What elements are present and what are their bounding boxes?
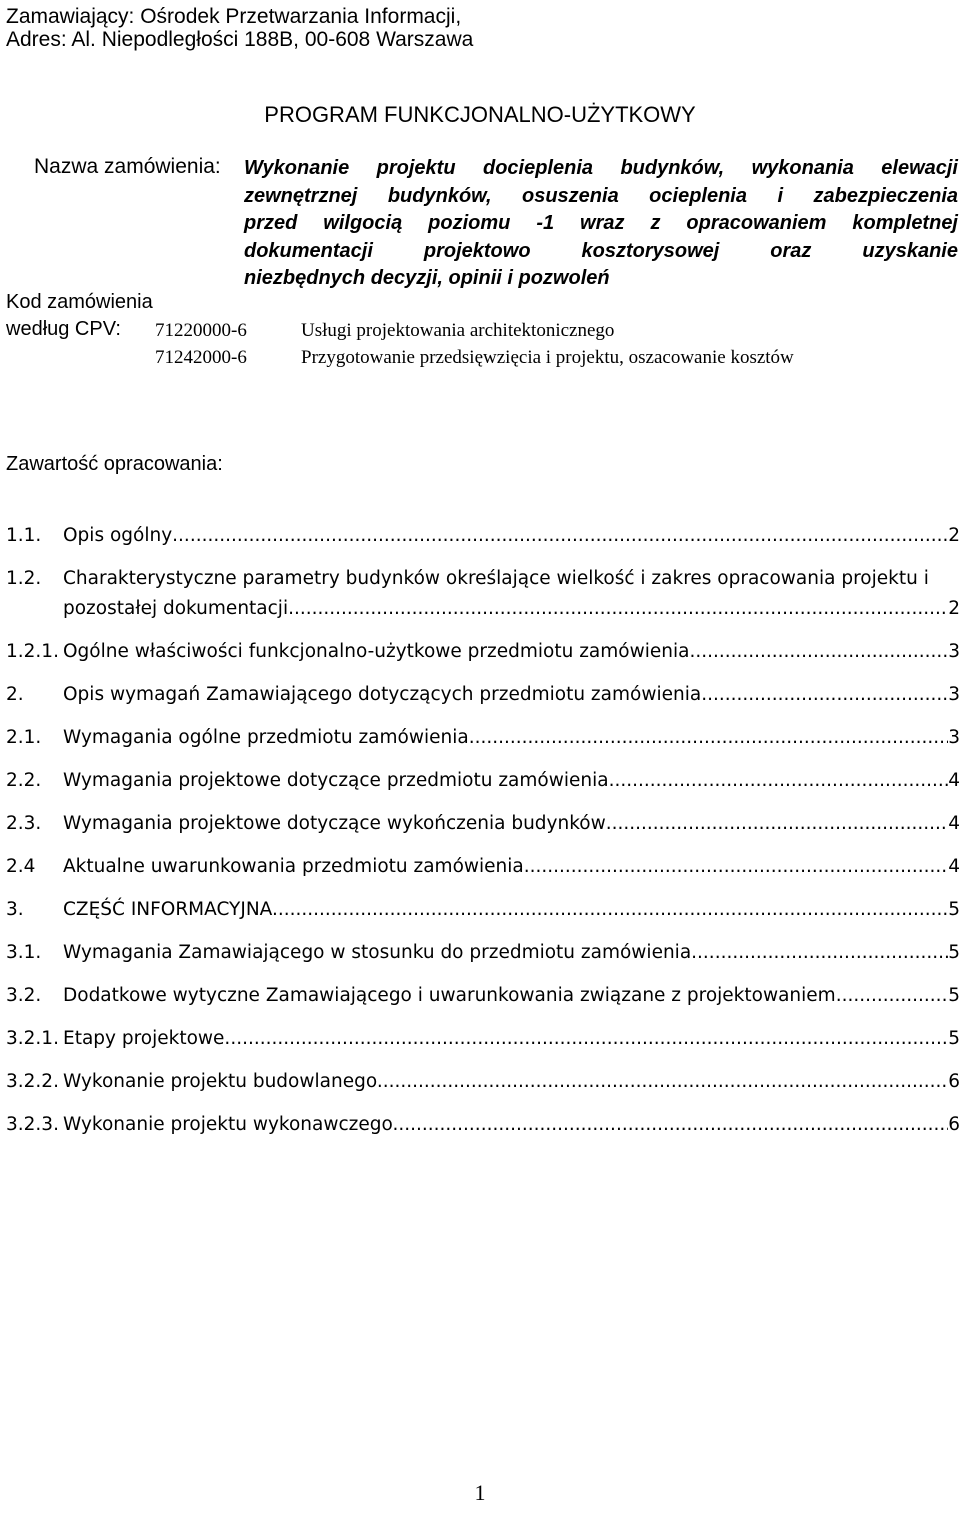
toc-page: 4 bbox=[948, 770, 960, 791]
toc-number: 1.2.1. bbox=[6, 641, 59, 662]
toc-number: 3.2.2. bbox=[6, 1071, 59, 1092]
toc-page: 2 bbox=[948, 598, 960, 619]
toc-title: pozostałej dokumentacji bbox=[63, 598, 289, 619]
order-name-line: zewnętrznej budynków, osuszenia ocieplenia i zabezpieczenia bbox=[244, 184, 958, 207]
toc-title: Wymagania Zamawiającego w stosunku do przedmiotu zamówienia. bbox=[63, 942, 698, 963]
toc-number: 2.1. bbox=[6, 727, 42, 748]
toc-entry[interactable] bbox=[6, 1071, 960, 1101]
page-number: 1 bbox=[474, 1480, 486, 1505]
toc-page: 3 bbox=[948, 684, 960, 705]
order-name-line: niezbędnych decyzji, opinii i pozwoleń bbox=[244, 267, 610, 289]
toc-title: Aktualne uwarunkowania przedmiotu zamówienia bbox=[63, 856, 524, 877]
contents-heading: Zawartość opracowania: bbox=[6, 453, 223, 475]
toc-page: 3 bbox=[948, 727, 960, 748]
toc-title: Opis ogólny bbox=[63, 525, 173, 546]
toc-page: 4 bbox=[948, 813, 960, 834]
toc-number: 2.2. bbox=[6, 770, 42, 791]
cpv-description: Przygotowanie przedsięwzięcia i projektu, oszacowanie kosztów bbox=[301, 347, 794, 368]
order-name-text bbox=[244, 155, 958, 293]
toc-title: Wymagania projektowe dotyczące wykończenia budynków bbox=[63, 813, 606, 834]
toc-title: Dodatkowe wytyczne Zamawiającego i uwarunkowania związane z projektowaniem. bbox=[63, 985, 842, 1006]
toc-page: 3 bbox=[948, 641, 960, 662]
toc-entry[interactable] bbox=[6, 568, 960, 598]
toc-number: 2.3. bbox=[6, 813, 42, 834]
cpv-label: według CPV: bbox=[6, 318, 121, 340]
toc-entry[interactable] bbox=[6, 942, 960, 972]
toc-number: 3.1. bbox=[6, 942, 42, 963]
toc-title: Wykonanie projektu budowlanego. bbox=[63, 1071, 383, 1092]
toc-entry[interactable] bbox=[6, 770, 960, 800]
toc-entry[interactable] bbox=[6, 1028, 960, 1058]
order-name-line: dokumentacji projektowo kosztorysowej oraz uzyskanie bbox=[244, 239, 958, 262]
toc-page: 5 bbox=[948, 1028, 960, 1049]
toc-page: 6 bbox=[948, 1071, 960, 1092]
cpv-description: Usługi projektowania architektonicznego bbox=[301, 320, 615, 341]
toc-page: 5 bbox=[948, 899, 960, 920]
cpv-code: 71242000-6 bbox=[155, 347, 247, 368]
toc-number: 2.4 bbox=[6, 856, 36, 877]
toc-number: 3.2.3. bbox=[6, 1114, 59, 1135]
toc-number: 3. bbox=[6, 899, 24, 920]
toc-page: 5 bbox=[948, 942, 960, 963]
toc-entry[interactable] bbox=[6, 1114, 960, 1144]
toc-title: Wymagania ogólne przedmiotu zamówienia bbox=[63, 727, 469, 748]
order-name-line: przed wilgocią poziomu -1 wraz z opracowaniem kompletnej bbox=[244, 212, 958, 234]
toc-number: 2. bbox=[6, 684, 24, 705]
toc-title: Ogólne właściwości funkcjonalno-użytkowe przedmiotu zamówienia. bbox=[63, 641, 696, 662]
toc-entry[interactable] bbox=[6, 727, 960, 757]
toc-entry[interactable] bbox=[6, 598, 960, 628]
toc-number: 3.2. bbox=[6, 985, 42, 1006]
toc-entry[interactable] bbox=[6, 641, 960, 671]
toc-number: 1.2. bbox=[6, 568, 42, 589]
toc-number: 1.1. bbox=[6, 525, 42, 546]
cpv-code: 71220000-6 bbox=[155, 320, 247, 341]
address-line: Adres: Al. Niepodległości 188B, 00-608 Warszawa bbox=[6, 28, 474, 51]
toc-entry[interactable] bbox=[6, 856, 960, 886]
contracting-authority-line: Zamawiający: Ośrodek Przetwarzania Informacji, bbox=[6, 5, 462, 28]
toc-title: Opis wymagań Zamawiającego dotyczących przedmiotu zamówienia bbox=[63, 684, 702, 705]
toc-entry[interactable] bbox=[6, 813, 960, 843]
toc-entry[interactable] bbox=[6, 684, 960, 714]
toc-title: Wymagania projektowe dotyczące przedmiotu zamówienia bbox=[63, 770, 609, 791]
order-name-line: Wykonanie projektu docieplenia budynków, wykonania elewacji bbox=[244, 157, 958, 179]
toc-entry[interactable] bbox=[6, 525, 960, 555]
toc-title: Wykonanie projektu wykonawczego. bbox=[63, 1114, 399, 1135]
toc-page: 5 bbox=[948, 985, 960, 1006]
order-code-label: Kod zamówienia bbox=[6, 291, 153, 313]
toc-number: 3.2.1. bbox=[6, 1028, 59, 1049]
document-title: PROGRAM FUNKCJONALNO-UŻYTKOWY bbox=[264, 102, 696, 127]
toc-entry[interactable] bbox=[6, 985, 960, 1015]
toc-page: 6 bbox=[948, 1114, 960, 1135]
toc-page: 2 bbox=[948, 525, 960, 546]
toc-title: CZĘŚĆ INFORMACYJNA. bbox=[63, 899, 278, 920]
order-name-label: Nazwa zamówienia: bbox=[34, 155, 221, 178]
toc-entry[interactable] bbox=[6, 899, 960, 929]
toc-title: Charakterystyczne parametry budynków określające wielkość i zakres opracowania projektu i bbox=[63, 568, 929, 589]
toc-title: Etapy projektowe. bbox=[63, 1028, 231, 1049]
toc-page: 4 bbox=[948, 856, 960, 877]
